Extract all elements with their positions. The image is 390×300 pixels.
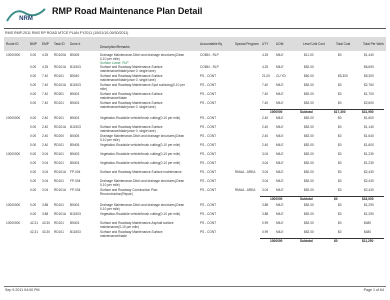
- quantity-cell: 0.99: [262, 221, 269, 225]
- table-row: [4, 53, 386, 65]
- subtotal-label: Subtotal: [300, 110, 313, 114]
- uom-cell: MILE: [276, 53, 284, 57]
- quantity-cell: 3.04: [262, 188, 269, 192]
- description-cell: Surface and Roadway Maintenance-Surface maintenance/blade: [100, 92, 163, 100]
- accountable-cell: PS - CONT: [200, 83, 217, 87]
- route-id-cell: 10000000: [6, 53, 21, 57]
- uom-cell: MILE: [276, 143, 284, 147]
- done-cell: B5405: [70, 134, 80, 138]
- description-cell: Drainage Maintenance-Ditch and drainage structures(Clean 0-10 per mile): [100, 134, 185, 142]
- work-cost-cell: $480: [364, 230, 372, 234]
- done-cell: B11503: [70, 230, 81, 234]
- column-header: Special Program: [235, 42, 259, 46]
- table-row: [4, 101, 386, 113]
- task-id-cell: RD101: [54, 179, 64, 183]
- description-cell: Vegetation-Roadside vehicle/brush cutting(0-10 per mile): [100, 161, 181, 165]
- emp-cell: 7.40: [42, 92, 49, 96]
- column-header: Description/Remarks: [100, 45, 130, 49]
- description-cell: Surface and Roadway Maintenance-Asphalt surface maintenance(0-10 per mile): [100, 221, 174, 229]
- total-cost-cell: $0: [338, 101, 342, 105]
- emp-cell: 2.40: [42, 134, 49, 138]
- quantity-cell: 3.04: [262, 170, 269, 174]
- column-header: Total Cost: [336, 42, 351, 46]
- accountable-cell: PS - CONT: [200, 116, 217, 120]
- work-cost-cell: $1,290: [364, 212, 374, 216]
- uom-cell: MILE: [276, 101, 284, 105]
- work-cost-cell: $2,600: [364, 101, 374, 105]
- uom-cell: MILE: [276, 203, 284, 207]
- bmp-cell: 0.00: [30, 161, 37, 165]
- emp-cell: 3.04: [42, 161, 49, 165]
- total-cost-cell: $5,300: [338, 74, 348, 78]
- quantity-cell: 7.40: [262, 92, 269, 96]
- accountable-cell: PS - CONT: [200, 203, 217, 207]
- work-cost-cell: $2,430: [364, 188, 374, 192]
- column-header: Done #: [70, 42, 81, 46]
- emp-cell: 43.30: [42, 221, 50, 225]
- accountable-cell: PS - CONT: [200, 161, 217, 165]
- description-cell: Surface and Roadway Maintenance-Spot surfacing(0-10 per mile): [100, 83, 185, 91]
- subtotal-total-cost: $17,300: [334, 110, 346, 114]
- work-cost-cell: $2,430: [364, 179, 374, 183]
- route-id-cell: 10000000: [6, 116, 21, 120]
- work-cost-cell: $2,760: [364, 83, 374, 87]
- footer-page-number: Page 1 of 64: [363, 288, 384, 292]
- work-cost-cell: $1,140: [364, 125, 374, 129]
- quantity-cell: 21.00: [262, 74, 270, 78]
- unit-cost-cell: $82.00: [304, 179, 314, 183]
- column-header: BMP: [30, 42, 37, 46]
- emp-cell: 2.40: [42, 143, 49, 147]
- work-cost-cell: $1,290: [364, 203, 374, 207]
- special-program-cell: RMAA - AREA: [235, 188, 256, 192]
- accountable-cell: PS - CONT: [200, 221, 217, 225]
- bmp-cell: 0.00: [30, 152, 37, 156]
- accountable-cell: PS - CONT: [200, 74, 217, 78]
- uom-cell: MILE: [276, 179, 284, 183]
- task-id-cell: RD101: [54, 221, 64, 225]
- task-id-cell: RD101: [54, 101, 64, 105]
- column-header: Total Per Work: [363, 42, 384, 46]
- quantity-cell: 2.40: [262, 116, 269, 120]
- done-cell: FP-004: [70, 170, 81, 174]
- work-cost-cell: $1,600: [364, 143, 374, 147]
- subtotal-route-label: 1000000: [270, 110, 283, 114]
- report-subheader: RMS RMP-2011 RMS RP ROAD MTCE PLAN FY2011 (10/01/10-09/30/2011): [5, 31, 129, 35]
- table-row: [4, 188, 386, 200]
- work-cost-cell: $1,230: [364, 161, 374, 165]
- total-cost-cell: $0: [338, 92, 342, 96]
- done-cell: FP-004: [70, 188, 81, 192]
- uom-cell: MILE: [276, 152, 284, 156]
- task-id-cell: RD101A: [54, 65, 67, 69]
- unit-cost-cell: $82.00: [304, 221, 314, 225]
- work-cost-cell: $1,640: [364, 134, 374, 138]
- total-cost-cell: $0: [338, 221, 342, 225]
- done-cell: B11503: [70, 65, 81, 69]
- unit-cost-cell: $11.00: [304, 53, 314, 57]
- uom-cell: CU YD: [276, 74, 286, 78]
- emp-cell: 4.25: [42, 65, 49, 69]
- description-cell: Surface and Roadway Maintenance-Surface maintenance/blade(once 0. single lane): [100, 65, 163, 73]
- task-id-cell: RD101: [54, 230, 64, 234]
- task-id-cell: RD200: [54, 134, 64, 138]
- quantity-cell: 2.40: [262, 125, 269, 129]
- accountable-cell: PS - CONT: [200, 179, 217, 183]
- description-cell: Vegetation-Roadside vehicle/brush cutting(0-10 per mile): [100, 116, 181, 120]
- description-cell: Surface and Roadway Maintenance-Surface maintenance: [100, 170, 182, 174]
- emp-cell: 4.25: [42, 53, 49, 57]
- uom-cell: MILE: [276, 134, 284, 138]
- column-header: UTY: [262, 42, 269, 46]
- done-cell: B5040: [70, 74, 80, 78]
- emp-cell: 2.40: [42, 125, 49, 129]
- work-cost-cell: $2,430: [364, 170, 374, 174]
- total-cost-cell: $0: [338, 212, 342, 216]
- bmp-cell: 0.00: [30, 65, 37, 69]
- description-cell: Vegetation-Roadside vehicle/brush cutting(0-10 per mile): [100, 152, 181, 156]
- unit-cost-cell: $82.00: [304, 212, 314, 216]
- subtotal-work-cost: $18,000: [362, 197, 374, 201]
- accountable-cell: PS - CONT: [200, 92, 217, 96]
- nrm-logo: [5, 5, 47, 23]
- uom-cell: MILE: [276, 170, 284, 174]
- bmp-cell: 0.00: [30, 170, 37, 174]
- task-id-cell: RD101: [54, 203, 64, 207]
- bmp-cell: 0.00: [30, 116, 37, 120]
- subtotal-label: Subtotal: [300, 239, 313, 243]
- total-cost-cell: $0: [338, 230, 342, 234]
- total-cost-cell: $0: [338, 83, 342, 87]
- accountable-cell: PS - CONT: [200, 152, 217, 156]
- subtotal-label: Subtotal: [300, 197, 313, 201]
- work-cost-cell: $1,440: [364, 53, 374, 57]
- subtotal-route-label: 1000000: [270, 197, 283, 201]
- uom-cell: MILE: [276, 65, 284, 69]
- bmp-cell: 0.00: [30, 74, 37, 78]
- task-id-cell: RD101: [54, 161, 64, 165]
- accountable-cell: PS - CONT: [200, 143, 217, 147]
- description-cell: Surface and Roadway Maintenance-Surface maintenance/blade(once 0. single lane): [100, 74, 163, 82]
- task-id-cell: RD101A: [54, 188, 67, 192]
- accountable-cell: PS - CONT: [200, 212, 217, 216]
- subtotal-work-cost: $31,950: [362, 110, 374, 114]
- bmp-cell: 0.00: [30, 83, 37, 87]
- quantity-cell: 2.40: [262, 134, 269, 138]
- bmp-cell: 0.00: [30, 188, 37, 192]
- unit-cost-cell: $82.00: [304, 101, 314, 105]
- description-cell: Vegetation-Roadside vehicle/brush cutting(0-10 per mile): [100, 143, 181, 147]
- done-cell: B5403: [70, 221, 80, 225]
- accountable-cell: PS - CONT: [200, 188, 217, 192]
- task-id-cell: RD101: [54, 116, 64, 120]
- done-cell: B5403: [70, 92, 80, 96]
- description-cell: Surface and Roadway Maintenance-Surface maintenance/blade(once 0. single lane): [100, 101, 163, 109]
- uom-cell: MILE: [276, 230, 284, 234]
- emp-cell: 3.88: [42, 203, 49, 207]
- uom-cell: MILE: [276, 125, 284, 129]
- bmp-cell: 42.31: [30, 221, 38, 225]
- description-cell: Surface and Roadway Maintenance-Surface maintenance/blade: [100, 230, 163, 238]
- subtotal-total-cost: $0: [334, 239, 338, 243]
- total-cost-cell: $0: [338, 134, 342, 138]
- total-cost-cell: $0: [338, 179, 342, 183]
- accountable-cell: COMN - RLP: [200, 65, 219, 69]
- done-cell: B5403: [70, 116, 80, 120]
- quantity-cell: 4.25: [262, 53, 269, 57]
- uom-cell: MILE: [276, 188, 284, 192]
- emp-cell: 2.40: [42, 116, 49, 120]
- quantity-cell: 4.25: [262, 65, 269, 69]
- unit-cost-cell: $82.00: [304, 83, 314, 87]
- unit-cost-cell: $82.00: [304, 125, 314, 129]
- done-cell: B5405: [70, 53, 80, 57]
- uom-cell: MILE: [276, 212, 284, 216]
- quantity-cell: 3.04: [262, 179, 269, 183]
- column-header: Route ID: [6, 42, 19, 46]
- bmp-cell: 0.00: [30, 125, 37, 129]
- bmp-cell: 0.00: [30, 134, 37, 138]
- done-cell: B5403: [70, 101, 80, 105]
- column-header: Level Unit Cost: [303, 42, 325, 46]
- done-cell: B11503: [70, 125, 81, 129]
- emp-cell: 7.40: [42, 74, 49, 78]
- unit-cost-cell: $82.00: [304, 152, 314, 156]
- description-cell: Surface and Roadway Maintenance-Surface maintenance/blade(once 0. single lane): [100, 125, 163, 133]
- unit-cost-cell: $82.00: [304, 92, 314, 96]
- total-cost-cell: $0: [338, 203, 342, 207]
- task-id-cell: RD101A: [54, 125, 67, 129]
- accountable-cell: PS - CONT: [200, 230, 217, 234]
- uom-cell: MILE: [276, 92, 284, 96]
- bmp-cell: 42.31: [30, 230, 38, 234]
- emp-cell: 3.88: [42, 212, 49, 216]
- work-cost-cell: $1,700: [364, 92, 374, 96]
- task-id-cell: RD101: [54, 74, 64, 78]
- quantity-cell: 7.40: [262, 83, 269, 87]
- task-id-cell: RD101: [54, 143, 64, 147]
- unit-cost-cell: $60.00: [304, 74, 314, 78]
- quantity-cell: 3.88: [262, 203, 269, 207]
- emp-cell: 7.40: [42, 83, 49, 87]
- total-cost-cell: $0: [338, 188, 342, 192]
- bmp-cell: 0.00: [30, 179, 37, 183]
- total-cost-cell: $0: [338, 170, 342, 174]
- accountable-cell: PS - CONT: [200, 134, 217, 138]
- quantity-cell: 2.40: [262, 143, 269, 147]
- done-cell: FP-004: [70, 179, 81, 183]
- table-row: [4, 230, 386, 242]
- unit-cost-cell: $82.00: [304, 188, 314, 192]
- done-cell: B11503: [70, 212, 81, 216]
- work-cost-cell: $1,600: [364, 116, 374, 120]
- emp-cell: 3.04: [42, 152, 49, 156]
- done-cell: B5403: [70, 152, 80, 156]
- column-header: EMP: [42, 42, 49, 46]
- header-divider: [4, 28, 386, 29]
- unit-cost-cell: $82.00: [304, 65, 314, 69]
- quantity-cell: 0.99: [262, 230, 269, 234]
- bmp-cell: 0.00: [30, 53, 37, 57]
- quantity-cell: 3.04: [262, 152, 269, 156]
- route-id-cell: 10000000: [6, 203, 21, 207]
- footer-timestamp: Sep 9 2011 04:00 PM: [5, 288, 40, 292]
- emp-cell: 7.40: [42, 101, 49, 105]
- unit-cost-cell: $82.00: [304, 116, 314, 120]
- emp-cell: 43.30: [42, 230, 50, 234]
- description-cell: Vegetation-Roadside vehicle/brush cutting(0-10 per mile): [100, 212, 181, 216]
- bmp-cell: 0.00: [30, 203, 37, 207]
- description-cell: Drainage Maintenance-Ditch and drainage structures(Clean 0-10 per mile): [100, 179, 185, 187]
- uom-cell: MILE: [276, 116, 284, 120]
- accountable-cell: PS - CONT: [200, 125, 217, 129]
- task-id-cell: RD101A: [54, 83, 67, 87]
- quantity-cell: 3.88: [262, 212, 269, 216]
- task-id-cell: RD101: [54, 152, 64, 156]
- total-cost-cell: $0: [338, 53, 342, 57]
- total-cost-cell: $0: [338, 143, 342, 147]
- accountable-cell: COMN - RLP: [200, 53, 219, 57]
- footer-divider: [4, 286, 386, 287]
- route-id-cell: 10000000: [6, 221, 21, 225]
- uom-cell: MILE: [276, 161, 284, 165]
- uom-cell: MILE: [276, 83, 284, 87]
- bmp-cell: 0.00: [30, 92, 37, 96]
- task-id-cell: RD101A: [54, 170, 67, 174]
- bmp-cell: 0.00: [30, 143, 37, 147]
- work-cost-cell: $1,230: [364, 152, 374, 156]
- page-title: RMP Road Maintenance Plan Detail: [52, 6, 203, 16]
- task-id-cell: RD301: [54, 92, 64, 96]
- subtotal-total-cost: $0: [334, 197, 338, 201]
- quantity-cell: 3.04: [262, 161, 269, 165]
- task-id-cell: RD101A: [54, 212, 67, 216]
- total-cost-cell: $0: [338, 161, 342, 165]
- done-cell: B11503: [70, 83, 81, 87]
- description-cell: Surface and Roadway Construction Plan Reconstruction(Repair): [100, 188, 158, 196]
- work-cost-cell: $480: [364, 221, 372, 225]
- unit-cost-cell: $82.00: [304, 161, 314, 165]
- description-cell: Drainage Maintenance-Ditch and drainage structures(Clean 0-10 per mile): [100, 203, 185, 211]
- route-id-cell: 10000000: [6, 152, 21, 156]
- emp-cell: 3.04: [42, 179, 49, 183]
- description-cell: Drainage Maintenance-Ditch and drainage structures(Clean 0-10 per mile): [100, 53, 185, 61]
- quantity-cell: 7.40: [262, 101, 269, 105]
- total-cost-cell: $0: [338, 125, 342, 129]
- column-header: UOM: [276, 42, 284, 46]
- column-header: Accountable By: [200, 42, 223, 46]
- task-id-cell: RD100A: [54, 53, 67, 57]
- done-cell: B5403: [70, 161, 80, 165]
- accountable-cell: PS - CONT: [200, 101, 217, 105]
- total-cost-cell: $0: [338, 116, 342, 120]
- subtotal-route-label: 1000000: [270, 239, 283, 243]
- unit-cost-cell: $82.00: [304, 230, 314, 234]
- subtotal-work-cost: $11,250: [362, 239, 374, 243]
- total-cost-cell: $0: [338, 152, 342, 156]
- bmp-cell: 0.00: [30, 101, 37, 105]
- bmp-cell: 0.00: [30, 212, 37, 216]
- column-header: Task ID: [54, 42, 65, 46]
- emp-cell: 3.04: [42, 170, 49, 174]
- done-cell: B5403: [70, 203, 80, 207]
- emp-cell: 3.04: [42, 188, 49, 192]
- unit-cost-cell: $82.00: [304, 170, 314, 174]
- unit-cost-cell: $82.00: [304, 203, 314, 207]
- svg-text:NRM: NRM: [19, 16, 33, 22]
- unit-cost-cell: $82.00: [304, 143, 314, 147]
- special-program-cell: RMAA - AREA: [235, 170, 256, 174]
- done-cell: B5405: [70, 143, 80, 147]
- accountable-cell: PS - CONT: [200, 170, 217, 174]
- uom-cell: MILE: [276, 221, 284, 225]
- work-cost-cell: $6,690: [364, 65, 374, 69]
- work-cost-cell: $5,300: [364, 74, 374, 78]
- green-note: Surface Lower: RLP: [100, 61, 129, 65]
- unit-cost-cell: $82.00: [304, 134, 314, 138]
